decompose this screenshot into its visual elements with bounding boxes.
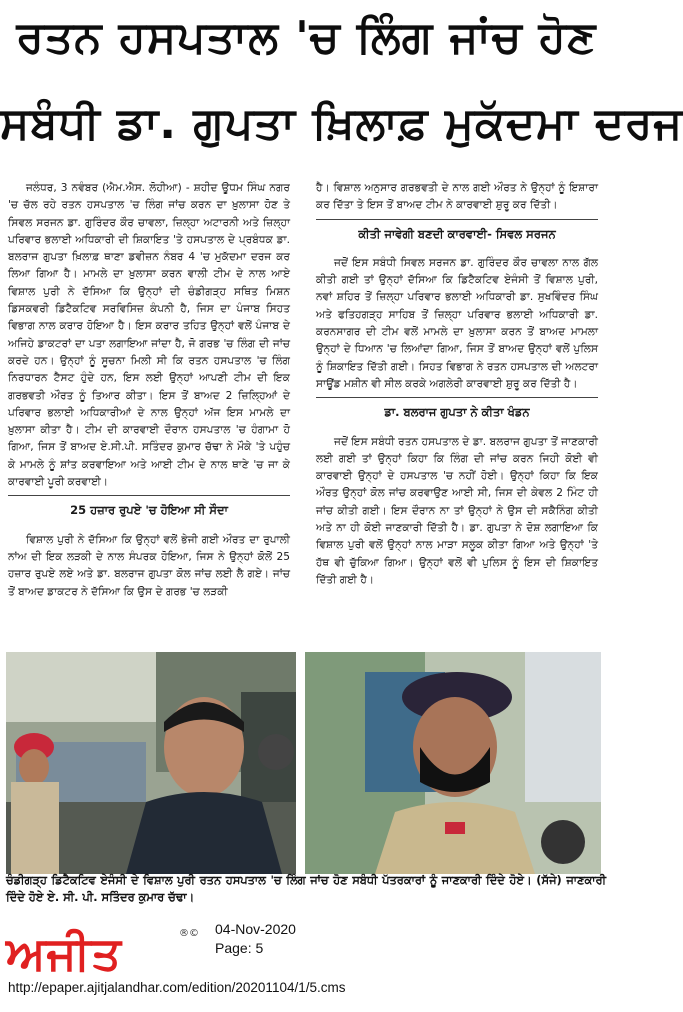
subheading-denial: ਡਾ. ਬਲਰਾਜ ਗੁਪਤਾ ਨੇ ਕੀਤਾ ਖੰਡਨ (316, 397, 598, 429)
edition-date: 04-Nov-2020 (215, 921, 296, 937)
source-url[interactable]: http://epaper.ajitjalandhar.com/edition/20201104/1/5.cms (8, 980, 346, 995)
photo-caption: ਚੰਡੀਗੜ੍ਹ ਡਿਟੈਕਟਿਵ ਏਜੰਸੀ ਦੇ ਵਿਸ਼ਾਲ ਪੁਰੀ ਰਤਨ ਹਸਪਤਾਲ 'ਚ ਲਿੰਗ ਜਾਂਚ ਹੋਣ ਸਬੰਧੀ ਪੱਤਰਕਾਰਾਂ ਨੂੰ ਜਾਣਕਾਰੀ ਦਿੰਦੇ ਹੋਏ। (ਸੱਜੇ) ਜਾਣਕਾਰੀ ਦਿੰਦੇ ਹੋਏ ਏ. ਸੀ. ਪੀ. ਸਤਿੰਦਰ ਕੁਮਾਰ ਚੱਢਾ। (6, 873, 606, 904)
page-number: Page: 5 (215, 940, 264, 956)
photo-vishal-puri (6, 652, 296, 874)
subheading-civil-surgeon: ਕੀਤੀ ਜਾਵੇਗੀ ਬਣਦੀ ਕਾਰਵਾਈ- ਸਿਵਲ ਸਰਜਨ (316, 219, 598, 251)
right-column (316, 180, 598, 589)
headline-line-2: ਸਬੰਧੀ ਡਾ. ਗੁਪਤਾ ਖ਼ਿਲਾਫ਼ ਮੁਕੱਦਮਾ ਦਰਜ (0, 98, 683, 149)
left-column (8, 180, 290, 601)
article-paragraph: ਹੈ। ਵਿਸ਼ਾਲ ਅਨੁਸਾਰ ਗਰਭਵਤੀ ਦੇ ਨਾਲ ਗਈ ਔਰਤ ਨੇ ਉਨ੍ਹਾਂ ਨੂੰ ਇਸ਼ਾਰਾ ਕਰ ਦਿੱਤਾ ਤੇ ਇਸ ਤੋਂ ਬਾਅਦ ਟੀਮ ਨੇ ਕਾਰਵਾਈ ਸ਼ੁਰੂ ਕਰ ਦਿੱਤੀ। (316, 182, 598, 212)
article-paragraph: ਜਦੋਂ ਇਸ ਸਬੰਧੀ ਸਿਵਲ ਸਰਜਨ ਡਾ. ਗੁਰਿੰਦਰ ਕੌਰ ਚਾਵਲਾ ਨਾਲ ਗੱਲ ਕੀਤੀ ਗਈ ਤਾਂ ਉਨ੍ਹਾਂ ਦੱਸਿਆ ਕਿ ਡਿਟੈਕਟਿਵ ਏਜੰਸੀ ਤੋਂ ਵਿਸ਼ਾਲ ਪੁਰੀ, ਨਵਾਂ ਸ਼ਹਿਰ ਤੋਂ ਜ਼ਿਲ੍ਹਾ ਪਰਿਵਾਰ ਭਲਾਈ ਅਧਿਕਾਰੀ ਡਾ. ਸੁਖਵਿੰਦਰ ਸਿੰਘ ਅਤੇ ਫਤਿਹਗੜ੍ਹ ਸਾਹਿਬ ਤੋਂ ਜ਼ਿਲ੍ਹਾ ਪਰਿਵਾਰ ਭਲਾਈ ਅਧਿਕਾਰੀ ਡਾ. ਕਰਨਸਾਗਰ ਦੀ ਟੀਮ ਵਲੋਂ ਮਾਮਲੇ ਦਾ ਖ਼ੁਲਾਸਾ ਕਰਨ ਤੋਂ ਬਾਅਦ ਮਾਮਲਾ ਉਨ੍ਹਾਂ ਦੇ ਧਿਆਨ 'ਚ ਲਿਆਂਦਾ ਗਿਆ, ਜਿਸ ਤੋਂ ਬਾਅਦ ਉਨ੍ਹਾਂ ਵਲੋਂ ਪੁਲਿਸ ਨੂੰ ਸ਼ਿਕਾਇਤ ਦਿੱਤੀ ਗਈ। ਸਿਹਤ ਵਿਭਾਗ ਨੇ ਰਤਨ ਹਸਪਤਾਲ ਦੀ ਅਲਟਰਾ ਸਾਊਂਡ ਮਸ਼ੀਨ ਵੀ ਸੀਲ ਕਰਕੇ ਅਗਲੇਰੀ ਕਾਰਵਾਈ ਸ਼ੁਰੂ ਕਰ ਦਿੱਤੀ ਹੈ। (316, 256, 598, 390)
registered-mark: ®© (179, 928, 199, 939)
headline-line-1: ਰਤਨ ਹਸਪਤਾਲ 'ਚ ਲਿੰਗ ਜਾਂਚ ਹੋਣ (16, 12, 597, 63)
article-paragraph: ਜਦੋਂ ਇਸ ਸਬੰਧੀ ਰਤਨ ਹਸਪਤਾਲ ਦੇ ਡਾ. ਬਲਰਾਜ ਗੁਪਤਾ ਤੋਂ ਜਾਣਕਾਰੀ ਲਈ ਗਈ ਤਾਂ ਉਨ੍ਹਾਂ ਕਿਹਾ ਕਿ ਲਿੰਗ ਦੀ ਜਾਂਚ ਕਰਨ ਜਿਹੀ ਕੋਈ ਵੀ ਕਾਰਵਾਈ ਉਨ੍ਹਾਂ ਦੇ ਹਸਪਤਾਲ 'ਚ ਨਹੀਂ ਹੋਈ। ਉਨ੍ਹਾਂ ਕਿਹਾ ਕਿ ਇਕ ਔਰਤ ਉਨ੍ਹਾਂ ਕੋਲ ਜਾਂਚ ਕਰਵਾਉਣ ਆਈ ਸੀ, ਜਿਸ ਦੀ ਕੇਵਲ 2 ਮਿੰਟ ਹੀ ਜਾਂਚ ਕੀਤੀ ਗਈ। ਇਸ ਦੌਰਾਨ ਨਾ ਤਾਂ ਉਨ੍ਹਾਂ ਨੇ ਉਸ ਦੀ ਸਕੈਨਿੰਗ ਕੀਤੀ ਅਤੇ ਨਾ ਹੀ ਕੋਈ ਜਾਣਕਾਰੀ ਦਿੱਤੀ ਹੈ। ਡਾ. ਗੁਪਤਾ ਨੇ ਦੋਸ਼ ਲਗਾਇਆ ਕਿ ਵਿਸ਼ਾਲ ਪੁਰੀ ਵਲੋਂ ਉਨ੍ਹਾਂ ਨਾਲ ਮਾੜਾ ਸਲੂਕ ਕੀਤਾ ਗਿਆ ਅਤੇ ਉਨ੍ਹਾਂ 'ਤੇ ਹੱਥ ਵੀ ਚੁੱਕਿਆ ਗਿਆ। ਉਨ੍ਹਾਂ ਵਲੋਂ ਵੀ ਪੁਲਿਸ ਨੂੰ ਇਸ ਦੀ ਸ਼ਿਕਾਇਤ ਦਿੱਤੀ ਗਈ ਹੈ। (316, 435, 598, 586)
article-paragraph: ਜਲੰਧਰ, 3 ਨਵੰਬਰ (ਐਮ.ਐਸ. ਲੋਹੀਆ) - ਸ਼ਹੀਦ ਊਧਮ ਸਿੰਘ ਨਗਰ 'ਚ ਚੱਲ ਰਹੇ ਰਤਨ ਹਸਪਤਾਲ 'ਚ ਲਿੰਗ ਜਾਂਚ ਕਰਨ ਦਾ ਖ਼ੁਲਾਸਾ ਹੋਣ ਤੇ ਸਿਵਲ ਸਰਜਨ ਡਾ. ਗੁਰਿੰਦਰ ਕੌਰ ਚਾਵਲਾ, ਜ਼ਿਲ੍ਹਾ ਅਟਾਰਨੀ ਅਤੇ ਜ਼ਿਲ੍ਹਾ ਪਰਿਵਾਰ ਭਲਾਈ ਅਧਿਕਾਰੀ ਦੀ ਸ਼ਿਕਾਇਤ 'ਤੇ ਹਸਪਤਾਲ ਦੇ ਪ੍ਰਬੰਧਕ ਡਾ. ਬਲਰਾਜ ਗੁਪਤਾ ਖ਼ਿਲਾਫ਼ ਥਾਣਾ ਡਵੀਜ਼ਨ ਨੰਬਰ 4 'ਚ ਮੁਕੱਦਮਾ ਦਰਜ ਕਰ ਲਿਆ ਗਿਆ ਹੈ। ਮਾਮਲੇ ਦਾ ਖ਼ੁਲਾਸਾ ਕਰਨ ਵਾਲੀ ਟੀਮ ਦੇ ਨਾਲ ਆਏ ਵਿਸ਼ਾਲ ਪੁਰੀ ਨੇ ਦੱਸਿਆ ਕਿ ਉਨ੍ਹਾਂ ਦੀ ਚੰਡੀਗੜ੍ਹ ਸਥਿਤ ਮਿਸ਼ਨ ਡਿਸਕਵਰੀ ਡਿਟੈਕਟਿਵ ਸਰਵਿਸਿਜ਼ ਕੰਪਨੀ ਹੈ, ਜਿਸ ਦਾ ਪੰਜਾਬ ਸਿਹਤ ਵਿਭਾਗ ਨਾਲ ਕਰਾਰ ਹੋਇਆ ਹੈ। ਇਸ ਕਰਾਰ ਤਹਿਤ ਉਨ੍ਹਾਂ ਵਲੋਂ ਪੰਜਾਬ ਦੇ ਅਜਿਹੇ ਡਾਕਟਰਾਂ ਦਾ ਪਤਾ ਲਗਾਇਆ ਜਾਂਦਾ ਹੈ, ਜੋ ਗਰਭ 'ਚ ਲਿੰਗ ਦੀ ਜਾਂਚ ਕਰਦੇ ਹਨ। ਉਨ੍ਹਾਂ ਨੂੰ ਸੂਚਨਾ ਮਿਲੀ ਸੀ ਕਿ ਰਤਨ ਹਸਪਤਾਲ 'ਚ ਲਿੰਗ ਨਿਰਧਾਰਨ ਟੈਸਟ ਹੁੰਦੇ ਹਨ, ਇਸ ਲਈ ਉਨ੍ਹਾਂ ਆਪਣੀ ਟੀਮ ਦੀ ਇਕ ਗਰਭਵਤੀ ਔਰਤ ਨੂੰ ਤਿਆਰ ਕੀਤਾ। ਇਸ ਤੋਂ ਬਾਅਦ 2 ਜ਼ਿਲ੍ਹਿਆਂ ਦੇ ਪਰਿਵਾਰ ਭਲਾਈ ਅਧਿਕਾਰੀਆਂ ਦੇ ਨਾਲ ਉਨ੍ਹਾਂ ਅੱਜ ਇਸ ਮਾਮਲੇ ਦਾ ਖ਼ੁਲਾਸਾ ਕੀਤਾ ਹੈ। ਟੀਮ ਦੀ ਕਾਰਵਾਈ ਦੌਰਾਨ ਹਸਪਤਾਲ 'ਚ ਹੰਗਾਮਾ ਹੋ ਗਿਆ, ਜਿਸ ਤੋਂ ਬਾਅਦ ਏ.ਸੀ.ਪੀ. ਸਤਿੰਦਰ ਕੁਮਾਰ ਚੱਢਾ ਨੇ ਮੌਕੇ 'ਤੇ ਪਹੁੰਚ ਕੇ ਮਾਮਲੇ ਨੂੰ ਸ਼ਾਂਤ ਕਰਵਾਇਆ ਅਤੇ ਆਈ ਟੀਮ ਦੇ ਨਾਲ ਥਾਣੇ 'ਚ ਜਾ ਕੇ ਕਾਰਵਾਈ ਪੂਰੀ ਕਰਵਾਈ। (8, 182, 290, 489)
photo-illustration (305, 652, 601, 874)
photo-acp-satinder (305, 652, 601, 874)
ajit-logo: ਅਜੀਤ (6, 926, 122, 980)
subheading-deal: 25 ਹਜ਼ਾਰ ਰੁਪਏ 'ਚ ਹੋਇਆ ਸੀ ਸੌਦਾ (8, 495, 290, 527)
photo-illustration (6, 652, 296, 874)
article-paragraph: ਵਿਸ਼ਾਲ ਪੁਰੀ ਨੇ ਦੱਸਿਆ ਕਿ ਉਨ੍ਹਾਂ ਵਲੋਂ ਭੇਜੀ ਗਈ ਔਰਤ ਦਾ ਰੁਪਾਲੀ ਨਾਂਅ ਦੀ ਇਕ ਲੜਕੀ ਦੇ ਨਾਲ ਸੰਪਰਕ ਹੋਇਆ, ਜਿਸ ਨੇ ਉਨ੍ਹਾਂ ਕੋਲੋਂ 25 ਹਜ਼ਾਰ ਰੁਪਏ ਲਏ ਅਤੇ ਡਾ. ਬਲਰਾਜ ਗੁਪਤਾ ਕੋਲ ਜਾਂਚ ਲਈ ਲੈ ਗਏ। ਜਾਂਚ ਤੋਂ ਬਾਅਦ ਡਾਕਟਰ ਨੇ ਦੱਸਿਆ ਕਿ ਉਸ ਦੇ ਗਰਭ 'ਚ ਲੜਕੀ (8, 533, 290, 598)
